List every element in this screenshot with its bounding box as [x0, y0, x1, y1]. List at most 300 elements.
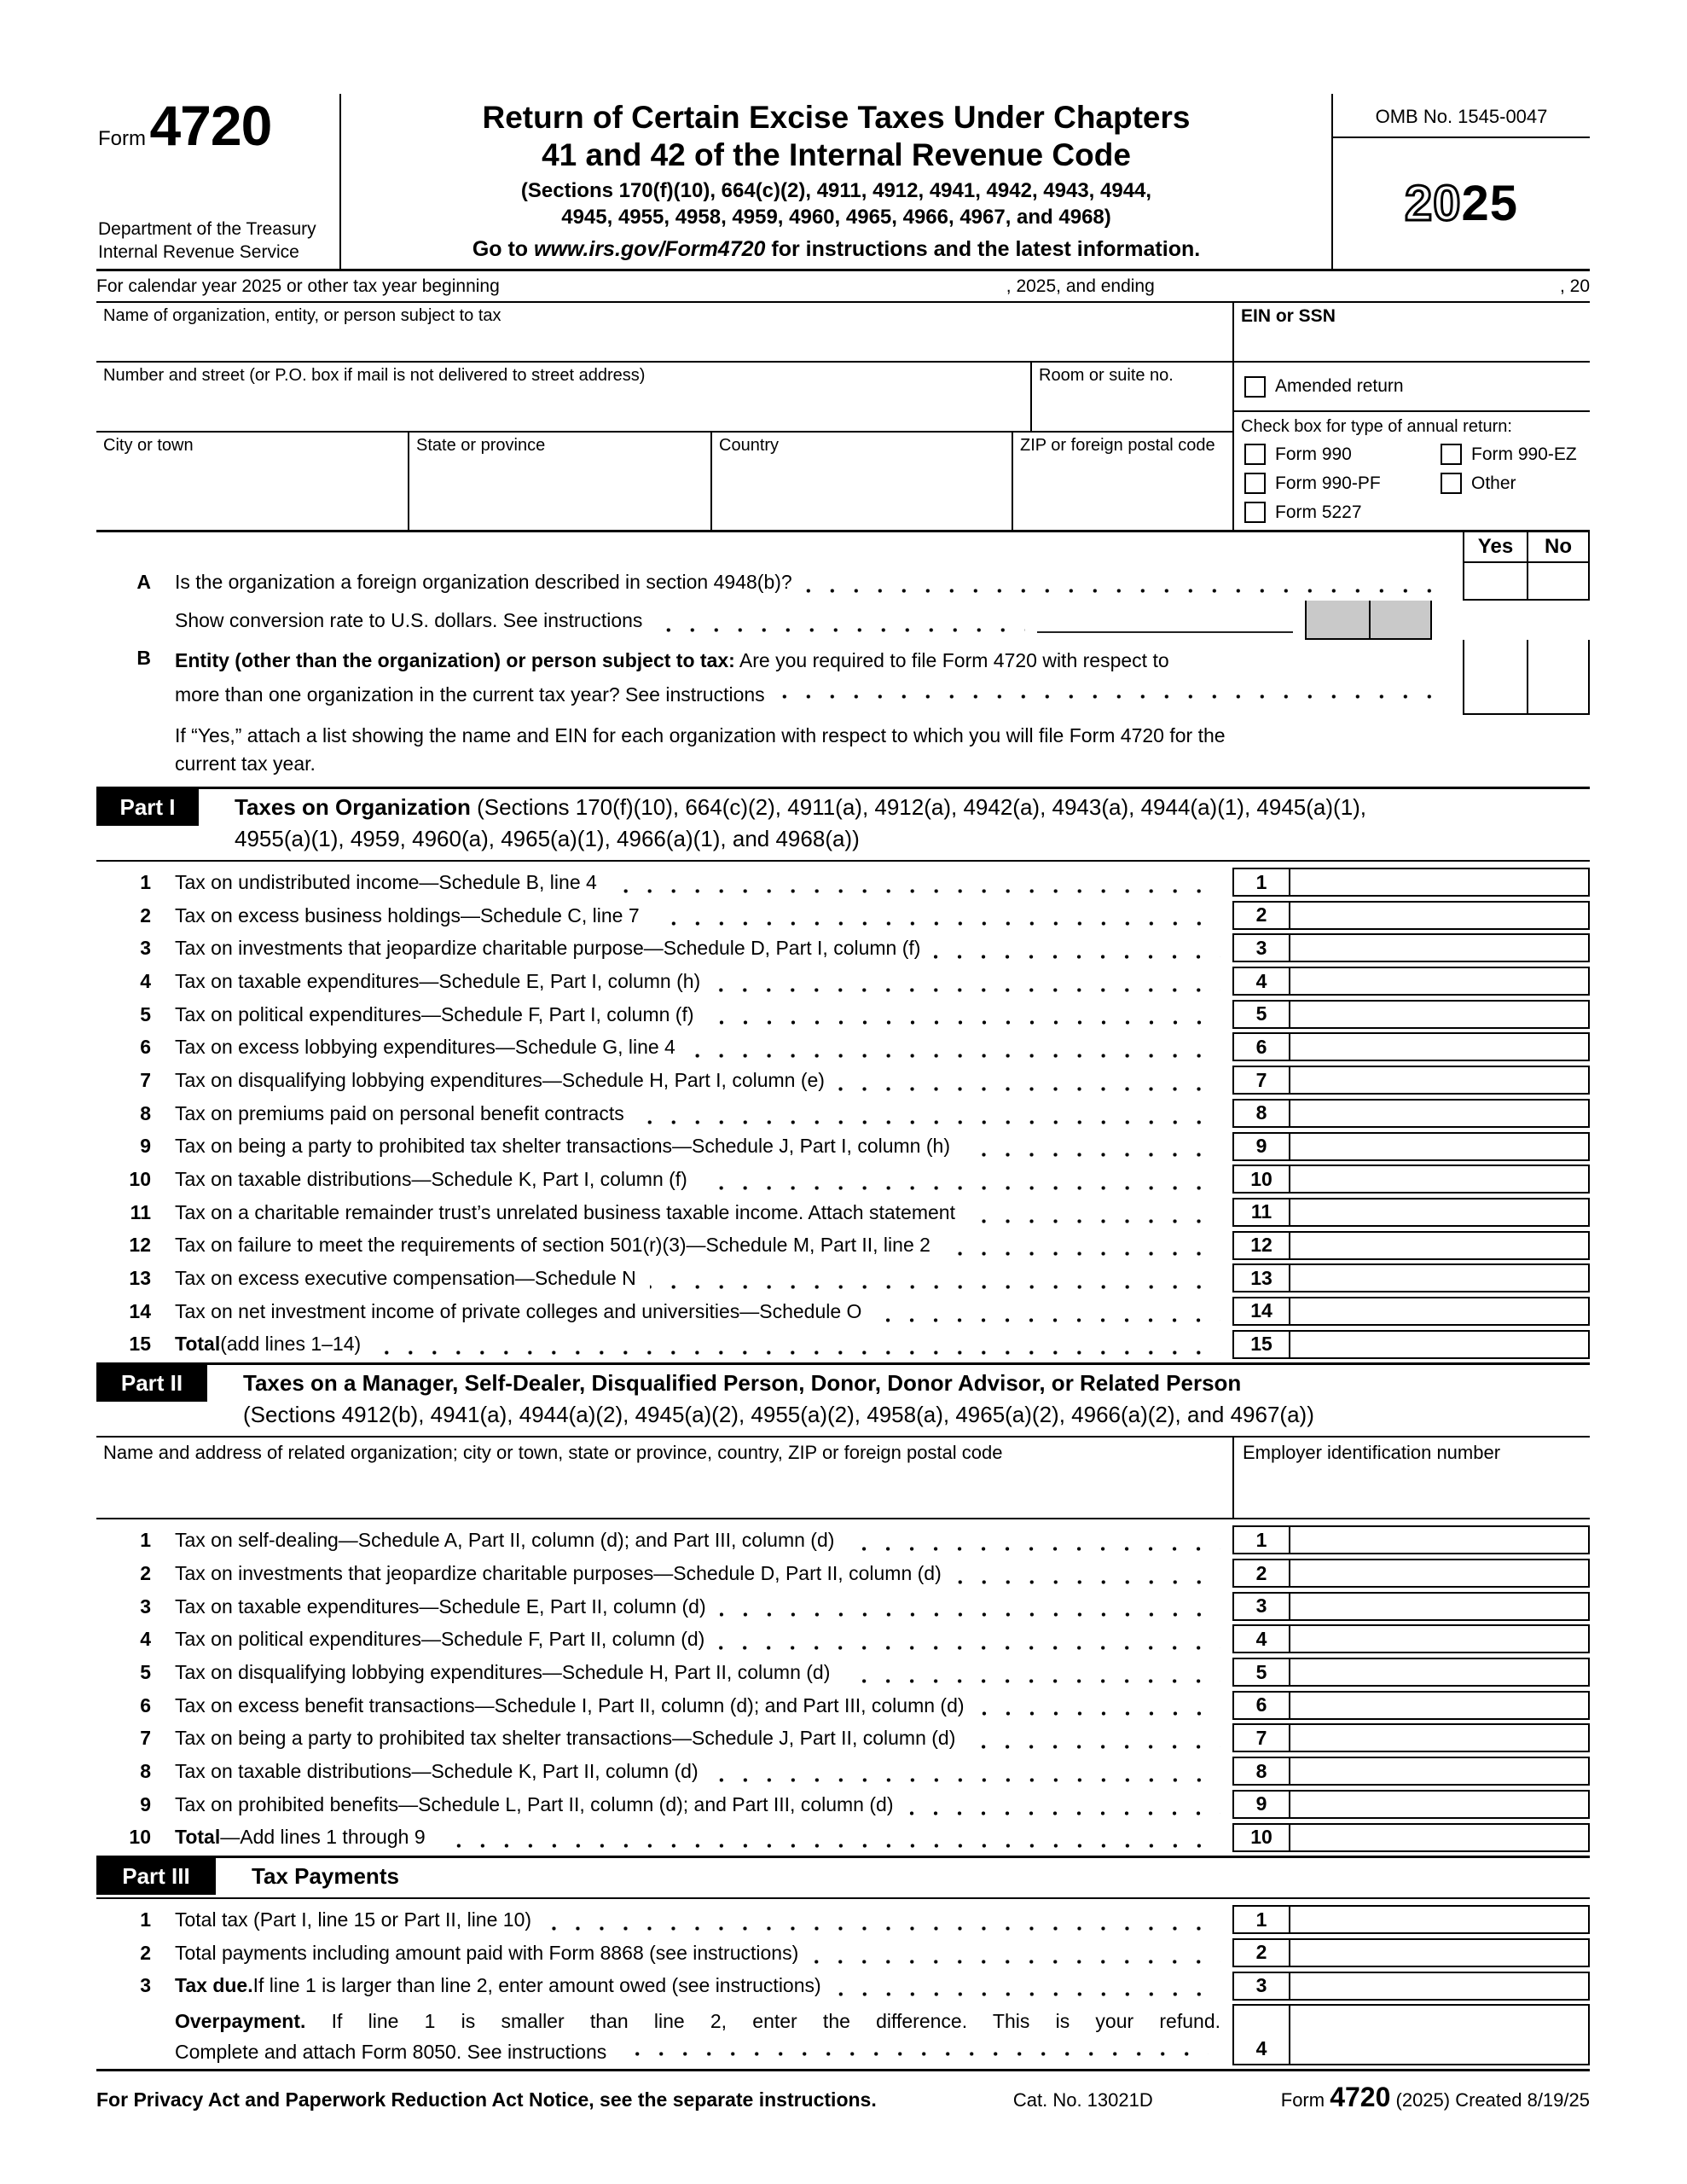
calendar-text2: , 2025, and ending — [1006, 276, 1155, 296]
form-title-line2: 41 and 42 of the Internal Revenue Code — [542, 137, 1131, 172]
line-description — [175, 1165, 687, 1198]
goto-prefix: Go to — [472, 237, 535, 261]
employer-id-field[interactable] — [1232, 1438, 1590, 1518]
line-number-box: 6 — [1232, 1691, 1290, 1720]
question-b-line1 — [175, 649, 1169, 672]
yes-no-header — [96, 532, 1590, 563]
zip-field[interactable] — [1013, 433, 1232, 530]
year-outline: 20 — [1404, 176, 1462, 231]
dot-leader — [656, 628, 1024, 632]
form-990pf-checkbox[interactable] — [1244, 473, 1266, 494]
line-description — [175, 1099, 624, 1132]
amount-entry-box[interactable] — [1290, 1691, 1590, 1720]
part2-row — [96, 1624, 1590, 1658]
overpayment-rest: If line 1 is smaller than line 2, enter the difference. This is your refund. — [305, 2009, 1220, 2032]
line-description-text: Total payments including amount paid with Form 8868 (see instructions) — [175, 1941, 799, 1964]
street-field[interactable] — [96, 363, 1032, 431]
tax-year — [1333, 138, 1590, 269]
line-number: 2 — [140, 1561, 151, 1584]
line-number: 10 — [129, 1168, 151, 1191]
line-description — [175, 1972, 821, 2005]
amount-entry-box[interactable] — [1290, 1032, 1590, 1061]
line-description — [175, 1132, 950, 1165]
line-description-text: Tax on prohibited benefits—Schedule L, Part II, column (d); and Part III, column (d) — [175, 1792, 894, 1815]
line-description — [175, 1723, 955, 1757]
other-checkbox[interactable] — [1441, 473, 1462, 494]
question-a-yes-cell[interactable] — [1463, 563, 1527, 601]
room-suite-label: Room or suite no. — [1039, 366, 1174, 385]
line-description — [175, 1000, 694, 1033]
part2-row — [96, 1757, 1590, 1790]
amount-entry-box[interactable] — [1290, 1559, 1590, 1588]
line-description-text: Tax on excess executive compensation—Schedule N — [175, 1267, 636, 1290]
agency-line1: Department of the Treasury — [98, 219, 316, 239]
dot-leader — [620, 2052, 1209, 2056]
form-title-line1: Return of Certain Excise Taxes Under Chapters — [482, 100, 1191, 135]
city-row — [96, 433, 1232, 530]
amount-entry-box[interactable] — [1290, 1592, 1590, 1621]
part3-rows — [96, 1899, 1590, 2004]
part2-label: Part II — [96, 1365, 207, 1402]
amount-entry-box[interactable] — [1290, 1297, 1590, 1326]
dot-leader — [848, 1547, 1220, 1551]
line-description-text: Tax on political expenditures—Schedule F, Part I, column (f) — [175, 1002, 694, 1025]
part1-row — [96, 1032, 1590, 1066]
line-number-box: 4 — [1232, 967, 1290, 996]
line-description — [175, 1231, 930, 1264]
dot-leader — [720, 1612, 1220, 1617]
amount-entry-box[interactable] — [1290, 1000, 1590, 1029]
part1-row — [96, 967, 1590, 1000]
street-row — [96, 363, 1232, 433]
line-number: 5 — [140, 1660, 151, 1683]
name-label: Name of organization, entity, or person subject to tax — [103, 306, 501, 325]
form-990pf-label: Form 990-PF — [1275, 473, 1381, 493]
ein-ssn-label: EIN or SSN — [1241, 306, 1336, 326]
dot-leader — [701, 1186, 1220, 1190]
line-description-text: Tax on self-dealing—Schedule A, Part II, column (d); and Part III, column (d) — [175, 1529, 835, 1552]
line-number: 3 — [140, 937, 151, 960]
line-description-text: Tax on taxable distributions—Schedule K, Part I, column (f) — [175, 1168, 687, 1191]
amount-entry-box[interactable] — [1290, 967, 1590, 996]
dot-leader — [708, 1020, 1220, 1025]
line-description-text: (add lines 1–14) — [220, 1333, 362, 1356]
entity-left — [96, 303, 1232, 530]
form-word: Form — [98, 127, 146, 150]
footer-form-number: 4720 — [1330, 2082, 1391, 2113]
line-number: 8 — [140, 1101, 151, 1124]
part2-row — [96, 1723, 1590, 1757]
part1-row — [96, 1297, 1590, 1330]
part1-row — [96, 1099, 1590, 1132]
line-description-text: Tax on excess lobbying expenditures—Schedule G, line 4 — [175, 1036, 675, 1059]
form-title-block — [341, 94, 1331, 269]
amended-return-checkbox[interactable] — [1244, 376, 1266, 398]
form-5227-label: Form 5227 — [1275, 502, 1362, 522]
line-number-box: 12 — [1232, 1231, 1290, 1260]
line-description-text: Tax on disqualifying lobbying expenditures—Schedule H, Part II, column (d) — [175, 1660, 831, 1683]
footer-form-suffix: (2025) Created 8/19/25 — [1390, 2089, 1590, 2111]
related-org-field[interactable] — [96, 1438, 1232, 1518]
footer — [96, 2071, 1590, 2113]
form-sections-line1: (Sections 170(f)(10), 664(c)(2), 4911, 4912, 4941, 4942, 4943, 4944, — [520, 179, 1152, 202]
amount-entry-box[interactable] — [1290, 1330, 1590, 1359]
line-description — [175, 868, 597, 901]
amount-entry-box[interactable] — [1290, 901, 1590, 930]
check-type-label: Check box for type of annual return: — [1241, 417, 1512, 436]
line-number-box: 1 — [1232, 1525, 1290, 1554]
amount-entry-box[interactable] — [1290, 933, 1590, 962]
line-description — [175, 1263, 636, 1297]
line-description-text: Tax on undistributed income—Schedule B, line 4 — [175, 870, 597, 893]
dot-leader — [439, 1844, 1220, 1848]
part2-rows — [96, 1519, 1590, 1856]
line-description — [175, 1525, 834, 1559]
line-description-text: —Add lines 1 through 9 — [220, 1826, 426, 1849]
question-b-rest: Are you required to file Form 4720 with respect to — [734, 648, 1169, 671]
form-sections-line2: 4945, 4955, 4958, 4959, 4960, 4965, 4966, 4967, and 4968) — [561, 206, 1111, 229]
form-5227-checkbox[interactable] — [1244, 502, 1266, 523]
line-description-text: Tax on investments that jeopardize charitable purpose—Schedule D, Part I, column (f) — [175, 937, 921, 960]
dot-leader — [714, 988, 1220, 992]
amount-entry-box[interactable] — [1290, 1099, 1590, 1128]
part1-row — [96, 1231, 1590, 1264]
part2-row — [96, 1691, 1590, 1724]
line-number-box: 15 — [1232, 1330, 1290, 1359]
form-header — [96, 94, 1590, 271]
dot-leader — [812, 1960, 1220, 1964]
privacy-notice: For Privacy Act and Paperwork Reduction Act Notice, see the separate instructions. — [96, 2088, 877, 2111]
line-number: 10 — [129, 1826, 151, 1849]
line-number: 7 — [140, 1068, 151, 1091]
part2-subtitle: (Sections 4912(b), 4941(a), 4944(a)(2), 4945(a)(2), 4955(a)(2), 4958(a), 4965(a)(2), 4966(a)(2), and 4967(a)) — [243, 1402, 1314, 1428]
line-number-box: 1 — [1232, 868, 1290, 897]
name-field[interactable] — [96, 303, 1232, 363]
city-field[interactable] — [96, 433, 409, 530]
line-number-box: 4 — [1232, 1624, 1290, 1653]
irs-url: www.irs.gov/Form4720 — [534, 237, 766, 261]
part1-row — [96, 1198, 1590, 1231]
employer-id-label: Employer identification number — [1243, 1442, 1501, 1464]
part2-row — [96, 1790, 1590, 1823]
amount-entry-box[interactable] — [1290, 1938, 1590, 1967]
part1-row — [96, 901, 1590, 934]
dot-leader — [844, 1679, 1220, 1683]
calendar-year-row — [96, 271, 1590, 303]
line-description — [175, 967, 700, 1000]
dot-leader — [835, 1992, 1220, 1996]
question-b-letter: B — [136, 647, 151, 669]
part1-row — [96, 1263, 1590, 1297]
form-990-checkbox[interactable] — [1244, 444, 1266, 465]
question-a-letter: A — [136, 570, 151, 593]
dot-leader — [875, 1318, 1220, 1322]
conversion-rate-text: Show conversion rate to U.S. dollars. See instructions — [175, 608, 643, 631]
form-990-label: Form 990 — [1275, 444, 1352, 464]
no-header: No — [1527, 532, 1590, 563]
amount-entry-box[interactable] — [1290, 1972, 1590, 2001]
line-number-box: 6 — [1232, 1032, 1290, 1061]
question-b-note — [96, 722, 1590, 778]
amount-entry-box[interactable] — [1290, 1658, 1590, 1687]
line-number-box: 4 — [1232, 2004, 1290, 2065]
dot-leader — [838, 1087, 1220, 1091]
amount-entry-box[interactable] — [1290, 1066, 1590, 1095]
line-number: 5 — [140, 1002, 151, 1025]
entity-right — [1232, 303, 1590, 530]
checkbox-item-form-5227 — [1244, 502, 1441, 523]
street-label: Number and street (or P.O. box if mail is not delivered to street address) — [103, 366, 646, 385]
part2-row — [96, 1525, 1590, 1559]
line-number: 12 — [129, 1234, 151, 1257]
line-description-bold: Total — [175, 1333, 221, 1356]
line-number: 3 — [140, 1974, 151, 1997]
year-bold: 25 — [1461, 176, 1519, 231]
line-number-box: 14 — [1232, 1297, 1290, 1326]
dot-leader — [978, 1711, 1220, 1716]
dot-leader — [779, 694, 1451, 699]
question-a-text: Is the organization a foreign organization described in section 4948(b)? — [175, 570, 792, 593]
line-description — [175, 1905, 531, 1938]
line-number-box: 9 — [1232, 1790, 1290, 1819]
part3-header — [96, 1856, 1590, 1899]
amended-return-label: Amended return — [1275, 376, 1404, 396]
part2-title: Taxes on a Manager, Self-Dealer, Disqualified Person, Donor, Donor Advisor, or Related Person — [243, 1370, 1242, 1397]
question-b-yes-cell[interactable] — [1463, 640, 1527, 715]
line-number-box: 7 — [1232, 1066, 1290, 1095]
footer-form-word: Form — [1280, 2089, 1330, 2111]
line-number: 4 — [140, 969, 151, 992]
line-number: 13 — [129, 1267, 151, 1290]
line-number: 6 — [140, 1693, 151, 1716]
line-number-box: 9 — [1232, 1132, 1290, 1161]
amount-entry-box[interactable] — [1290, 2004, 1590, 2065]
line-description — [175, 1066, 825, 1099]
line-description — [175, 1691, 965, 1724]
line-number-box: 10 — [1232, 1165, 1290, 1194]
state-field[interactable] — [409, 433, 712, 530]
dot-leader — [944, 1252, 1220, 1256]
question-b-line2: more than one organization in the current tax year? See instructions — [175, 682, 765, 706]
line-description — [175, 901, 640, 934]
part1-row — [96, 1132, 1590, 1165]
entity-block — [96, 303, 1590, 532]
part1-title-block — [235, 789, 1366, 855]
form-number: 4720 — [149, 94, 272, 157]
form-990ez-checkbox[interactable] — [1441, 444, 1462, 465]
line-description-text: Tax on a charitable remainder trust’s unrelated business taxable income. Attach statement — [175, 1200, 955, 1223]
line-description-text: Tax on premiums paid on personal benefit contracts — [175, 1101, 624, 1124]
line-description-text: Tax on excess business holdings—Schedule C, line 7 — [175, 903, 640, 926]
checkbox-item-other — [1441, 473, 1590, 494]
amount-entry-box[interactable] — [1290, 1723, 1590, 1752]
line-number-box: 7 — [1232, 1723, 1290, 1752]
agency-line2: Internal Revenue Service — [98, 242, 299, 262]
line-description-text: Tax on excess benefit transactions—Schedule I, Part II, column (d); and Part III, column (d) — [175, 1693, 965, 1716]
part1-header — [96, 787, 1590, 862]
line-number: 1 — [140, 870, 151, 893]
question-b-no-cell[interactable] — [1527, 640, 1590, 715]
part1-title: Taxes on Organization — [235, 794, 478, 820]
room-suite-field[interactable] — [1032, 363, 1232, 431]
question-a-no-cell[interactable] — [1527, 563, 1590, 601]
line-number-box: 2 — [1232, 1559, 1290, 1588]
line-number: 1 — [140, 1908, 151, 1931]
amended-return-row — [1234, 363, 1590, 412]
amount-entry-box[interactable] — [1290, 1132, 1590, 1161]
line-description — [175, 933, 920, 967]
dot-leader — [969, 1219, 1220, 1223]
line-number: 1 — [140, 1529, 151, 1552]
amount-entry-box[interactable] — [1290, 1905, 1590, 1934]
amount-entry-box[interactable] — [1290, 1624, 1590, 1653]
part1-row — [96, 1330, 1590, 1363]
line-number: 9 — [140, 1135, 151, 1158]
overpayment-line2-text: Complete and attach Form 8050. See instructions — [175, 2040, 607, 2063]
form-title — [357, 99, 1316, 174]
line-number-box: 1 — [1232, 1905, 1290, 1934]
part3-label: Part III — [96, 1858, 216, 1895]
part3-title: Tax Payments — [252, 1863, 399, 1890]
calendar-text3: , 20 — [1559, 276, 1590, 296]
country-field[interactable] — [712, 433, 1013, 530]
line-description-text: Tax on disqualifying lobbying expenditures—Schedule H, Part I, column (e) — [175, 1068, 825, 1091]
dot-leader — [806, 589, 1451, 593]
question-a-line2 — [96, 601, 1590, 640]
dot-leader — [718, 1646, 1220, 1650]
line-description-text: Tax on net investment income of private colleges and universities—Schedule O — [175, 1299, 862, 1322]
line-description — [175, 1823, 426, 1856]
line-number-box: 8 — [1232, 1099, 1290, 1128]
line-description-text: Tax on failure to meet the requirements of section 501(r)(3)—Schedule M, Part II, line 2 — [175, 1234, 930, 1257]
line-number-box: 3 — [1232, 933, 1290, 962]
dot-leader — [907, 1811, 1220, 1815]
ein-ssn-field[interactable] — [1234, 303, 1590, 363]
dot-leader — [689, 1054, 1220, 1058]
line-number: 11 — [130, 1200, 151, 1223]
line-description-text: If line 1 is larger than line 2, enter amount owed (see instructions) — [252, 1974, 821, 1997]
line-number-box: 8 — [1232, 1757, 1290, 1786]
amount-entry-box[interactable] — [1290, 1263, 1590, 1292]
agency-block — [98, 218, 331, 264]
amount-entry-box[interactable] — [1290, 1165, 1590, 1194]
line-description — [175, 1938, 798, 1972]
country-label: Country — [719, 436, 780, 455]
line-description-bold: Tax due. — [175, 1974, 253, 1997]
amount-entry-box[interactable] — [1290, 1823, 1590, 1852]
line-number: 3 — [140, 1594, 151, 1618]
city-label: City or town — [103, 436, 194, 455]
part1-row — [96, 1165, 1590, 1198]
other-label: Other — [1471, 473, 1516, 493]
question-a-line1 — [96, 563, 1590, 601]
line-description-text: Tax on being a party to prohibited tax shelter transactions—Schedule J, Part I, column (h) — [175, 1135, 950, 1158]
conversion-rate-field[interactable] — [1037, 631, 1293, 633]
question-b — [96, 640, 1590, 715]
amount-entry-box[interactable] — [1290, 1525, 1590, 1554]
footer-form-id — [1281, 2082, 1590, 2113]
line-description — [175, 1757, 699, 1790]
part1-row — [96, 1000, 1590, 1033]
line-description — [175, 1330, 361, 1363]
dot-leader — [611, 889, 1220, 893]
amount-entry-box[interactable] — [1290, 1198, 1590, 1227]
line-number: 15 — [129, 1333, 151, 1356]
part3-row — [96, 1972, 1590, 2005]
dot-leader — [374, 1350, 1220, 1355]
line-number: 9 — [140, 1792, 151, 1815]
goto-instructions — [357, 237, 1316, 262]
line-description — [175, 1559, 942, 1592]
dot-leader — [653, 921, 1220, 926]
line-description-text: Tax on being a party to prohibited tax shelter transactions—Schedule J, Part II, column (d) — [175, 1727, 956, 1750]
amount-entry-box[interactable] — [1290, 868, 1590, 897]
line-number-box: 5 — [1232, 1000, 1290, 1029]
line-description — [175, 1790, 893, 1823]
line-number: 2 — [140, 903, 151, 926]
part1-row — [96, 1066, 1590, 1099]
line-description — [175, 1658, 830, 1691]
part3-row-4 — [96, 2004, 1590, 2069]
line-description-text: Tax on taxable distributions—Schedule K, Part II, column (d) — [175, 1759, 699, 1782]
checkbox-item-form-990pf — [1244, 473, 1441, 494]
amount-entry-box[interactable] — [1290, 1757, 1590, 1786]
part1-subtitle1: (Sections 170(f)(10), 664(c)(2), 4911(a), 4912(a), 4942(a), 4943(a), 4944(a)(1), 4945(a)(1), — [477, 794, 1367, 820]
dot-leader — [545, 1926, 1220, 1931]
part1-row — [96, 933, 1590, 967]
line-number: 14 — [129, 1299, 151, 1322]
dot-leader — [964, 1153, 1220, 1157]
line-description-bold: Total — [175, 1826, 221, 1849]
form-number-block — [96, 94, 341, 269]
line-number-box: 3 — [1232, 1972, 1290, 2001]
line-number-box: 11 — [1232, 1198, 1290, 1227]
part1-row — [96, 868, 1590, 901]
line-description — [175, 1297, 861, 1330]
line-number-box: 2 — [1232, 1938, 1290, 1967]
line-number-box: 10 — [1232, 1823, 1290, 1852]
amount-entry-box[interactable] — [1290, 1231, 1590, 1260]
part2-row — [96, 1658, 1590, 1691]
amount-entry-box[interactable] — [1290, 1790, 1590, 1819]
line-number: 4 — [140, 1628, 151, 1651]
line-number-box: 5 — [1232, 1658, 1290, 1687]
shaded-no-cell — [1369, 601, 1432, 640]
overpayment-description — [175, 2004, 1220, 2069]
line-number: 6 — [140, 1036, 151, 1059]
checkbox-item-form-990ez — [1441, 444, 1590, 465]
form-sections — [357, 177, 1316, 230]
dot-leader — [934, 955, 1220, 959]
part2-header — [96, 1362, 1590, 1438]
question-block — [96, 532, 1590, 778]
line-number: 8 — [140, 1759, 151, 1782]
dot-leader — [650, 1285, 1220, 1289]
line-description — [175, 1624, 704, 1658]
part3-row — [96, 1905, 1590, 1938]
form-990ez-label: Form 990-EZ — [1471, 444, 1577, 464]
overpayment-bold: Overpayment. — [175, 2009, 306, 2032]
part2-row — [96, 1559, 1590, 1592]
line-description-text: Total tax (Part I, line 15 or Part II, line 10) — [175, 1908, 532, 1931]
zip-label: ZIP or foreign postal code — [1020, 436, 1215, 455]
dot-leader — [955, 1580, 1220, 1584]
dot-leader — [712, 1778, 1220, 1782]
yes-header: Yes — [1463, 532, 1527, 563]
part1-subtitle2: 4955(a)(1), 4959, 4960(a), 4965(a)(1), 4966(a)(1), and 4968(a)) — [235, 826, 860, 851]
line-description-text: Tax on taxable expenditures—Schedule E, Part II, column (d) — [175, 1594, 706, 1618]
line-description-text: Tax on investments that jeopardize charitable purposes—Schedule D, Part II, column (d) — [175, 1561, 942, 1584]
